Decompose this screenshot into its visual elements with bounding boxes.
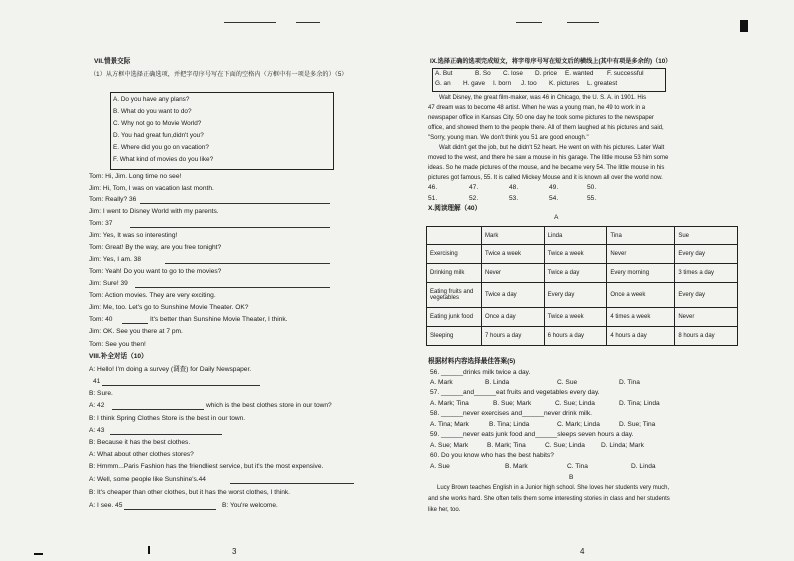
- table-header-cell: [427, 227, 482, 245]
- corner-mark: [740, 20, 748, 32]
- dialogue-line: Tom: Yeah! Do you want to go to the movies?: [89, 268, 222, 275]
- dialogue-line: Tom: Great! By the way, are you free tonight?: [89, 244, 222, 251]
- answer-blank: [102, 385, 260, 386]
- top-rule: [296, 22, 320, 23]
- table-cell: 6 hours a day: [544, 327, 607, 346]
- option-d: D. You had great fun,didn't you?: [113, 132, 204, 139]
- word-option: K. pictures: [549, 80, 580, 87]
- answer-blank-label: 48.: [509, 184, 519, 191]
- dialogue-line: B: It's cheaper than other clothes, but it has the worst clothes, I think.: [89, 489, 291, 496]
- section-label: B: [569, 474, 574, 481]
- table-cell: Once a week: [607, 283, 675, 308]
- table-row: [427, 308, 738, 327]
- section-title: VII.情景交际: [94, 58, 131, 65]
- table-cell: Every day: [675, 283, 738, 308]
- answer-option: C. Sue; Linda: [555, 400, 595, 407]
- section-title: X.阅读理解（40）: [428, 205, 482, 212]
- dialogue-line: Tom: Really? 36: [89, 196, 137, 203]
- table-header-cell: Sue: [675, 227, 738, 245]
- table-cell: Every day: [544, 283, 607, 308]
- word-option: B. So: [475, 70, 491, 77]
- answer-blank-label: 52.: [469, 195, 479, 202]
- answer-blank: [112, 409, 204, 410]
- table-cell: 4 times a week: [607, 308, 675, 327]
- dialogue-line: Tom: Action movies. They are very exciting.: [89, 292, 216, 299]
- dialogue-line: B: You're welcome.: [222, 502, 278, 509]
- page-number: 4: [580, 547, 585, 556]
- top-rule: [224, 22, 276, 23]
- dialogue-line: Tom: See you then!: [89, 341, 146, 348]
- passage-line: Lucy Brown teaches English in a Junior high school. She loves her students very much,: [437, 485, 670, 491]
- dialogue-line: A: Well, some people like Sunshine's.44: [89, 476, 206, 483]
- table-cell: 4 hours a day: [607, 327, 675, 346]
- answer-option: C. Tina: [567, 463, 588, 470]
- word-option: A. But: [435, 70, 453, 77]
- answer-option: A. Sue; Mark: [430, 442, 469, 449]
- answer-option: D. Sue; Tina: [619, 421, 656, 428]
- right-page: [397, 0, 794, 561]
- answer-option: B. Sue; Mark: [493, 400, 532, 407]
- dialogue-line: A: What about other clothes stores?: [89, 451, 194, 458]
- answer-option: C. Sue; Linda: [545, 442, 585, 449]
- answer-option: A. Tina; Mark: [430, 421, 469, 428]
- dialogue-line: B: Because it has the best clothes.: [89, 439, 191, 446]
- section-instructions: （1）从方框中选择正确选项，并把字母序号写在下面的空格内（方框中有一项是多余的）（5）: [90, 71, 348, 78]
- table-cell: Drinking milk: [427, 264, 482, 283]
- section-title: IX.选择正确的选项完成短文，将字母序号写在短文后的横线上(其中有项是多余的)（10）: [430, 58, 672, 65]
- table-cell: Twice a day: [482, 283, 545, 308]
- answer-option: D. Linda: [631, 463, 656, 470]
- table-cell: Every morning: [607, 264, 675, 283]
- answer-option: D. Linda; Mark: [601, 442, 644, 449]
- word-option: I. born: [493, 80, 512, 87]
- table-row: [427, 245, 738, 264]
- table-header-row: [427, 227, 738, 245]
- dialogue-line: which is the best clothes store in our town?: [206, 402, 332, 409]
- option-c: C. Why not go to Movie World?: [113, 120, 202, 127]
- answer-option: D. Tina: [619, 379, 640, 386]
- dialogue-line: Jim: Hi, Tom, I was on vacation last month.: [89, 185, 214, 192]
- dialogue-line: B: Hmmm...Paris Fashion has the friendliest service, but it's the most expensive.: [89, 463, 324, 470]
- table-cell: Never: [675, 308, 738, 327]
- dialogue-line: B: I think Spring Clothes Store is the best in our town.: [89, 415, 246, 422]
- table-cell: 7 hours a day: [482, 327, 545, 346]
- question-instructions: 根据材料内容选择最佳答案(5): [428, 358, 516, 365]
- table-cell: Never: [482, 264, 545, 283]
- table-cell: Twice a day: [544, 264, 607, 283]
- dialogue-line: Jim: Me, too. Let's go to Sunshine Movie Theater. OK?: [89, 304, 249, 311]
- table-cell: Eating junk food: [427, 308, 482, 327]
- table-header-cell: Linda: [544, 227, 607, 245]
- answer-blank-label: 53.: [509, 195, 519, 202]
- answer-option: B. Mark; Tina: [487, 442, 526, 449]
- dialogue-line: Jim: Yes, It was so interesting!: [89, 232, 178, 239]
- dialogue-line: A: Hello! I'm doing a survey (调查) for Daily Newspaper.: [89, 366, 252, 373]
- table-cell: 3 times a day: [675, 264, 738, 283]
- table-cell: 8 hours a day: [675, 327, 738, 346]
- answer-option: C. Mark; Linda: [557, 421, 600, 428]
- answer-option: A. Sue: [430, 463, 450, 470]
- answer-blank: [124, 509, 216, 510]
- dialogue-line: Tom: 37: [89, 220, 113, 227]
- word-option: E. wanted: [565, 70, 594, 77]
- answer-blank-label: 49.: [549, 184, 559, 191]
- table-row: [427, 327, 738, 346]
- answer-blank: [130, 227, 330, 228]
- answer-blank: [135, 287, 330, 288]
- answer-blank: [230, 483, 354, 484]
- passage-line: "Sorry, young man. We don't think you 51 are good enough.": [428, 135, 589, 141]
- answer-blank: [165, 263, 330, 264]
- passage-line: Walt Disney, the great film-maker, was 46 in Chicago, the U. S. A. in 1901. His: [439, 95, 647, 101]
- table-cell: Every day: [675, 245, 738, 264]
- dialogue-line: Jim: OK. See you there at 7 pm.: [89, 328, 183, 335]
- answer-blank-label: 50.: [587, 184, 597, 191]
- scan-mark: [148, 546, 150, 554]
- table-row: [427, 264, 738, 283]
- word-option: F. successful: [607, 70, 644, 77]
- top-rule: [567, 22, 599, 23]
- word-option: G. an: [435, 80, 451, 87]
- passage-line: Walt didn't get the job, but he didn't 52 heart. He went on with his pictures. Later Walt: [439, 145, 665, 151]
- answer-option: A. Mark; Tina: [430, 400, 469, 407]
- dialogue-line: It's better than Sunshine Movie Theater, I think.: [150, 316, 288, 323]
- answer-option: A. Mark: [430, 379, 453, 386]
- table-header-cell: Tina: [607, 227, 675, 245]
- dialogue-line: Jim: Sure! 39: [89, 280, 128, 287]
- dialogue-line: Jim: I went to Disney World with my parents.: [89, 208, 219, 215]
- passage-line: office, and showed them to the people there. All of them laughed at his pictures and said,: [428, 125, 664, 131]
- answer-blank-label: 51.: [428, 195, 438, 202]
- section-title: VIII.补全对话（10）: [89, 353, 148, 360]
- answer-option: C. Sue: [557, 379, 578, 386]
- answer-option: B. Linda: [485, 379, 510, 386]
- option-a: A. Do you have any plans?: [113, 96, 190, 103]
- table-cell: Twice a week: [482, 245, 545, 264]
- dialogue-line: Jim: Yes, I am. 38: [89, 256, 142, 263]
- question-stem: 57. ______and______eat fruits and vegetables every day.: [430, 389, 600, 396]
- table-cell: Never: [607, 245, 675, 264]
- table-cell: Exercising: [427, 245, 482, 264]
- passage-line: 47 dream was to become 48 artist. When he was a young man, he 49 to work in a: [428, 105, 646, 111]
- section-label: A: [554, 214, 559, 221]
- dialogue-line: A: 43: [89, 427, 105, 434]
- habits-table: [426, 226, 738, 346]
- word-option: D. price: [535, 70, 558, 77]
- table-cell: Once a day: [482, 308, 545, 327]
- answer-option: D. Tina; Linda: [619, 400, 660, 407]
- table-header-cell: Mark: [482, 227, 545, 245]
- question-stem: 58. ______never exercises and______never drink milk.: [430, 410, 593, 417]
- option-b: B. What do you want to do?: [113, 108, 192, 115]
- dialogue-line: 41: [93, 378, 101, 385]
- answer-blank: [110, 434, 222, 435]
- answer-blank: [122, 323, 148, 324]
- question-stem: 59. ______never eats junk food and______sleeps seven hours a day.: [430, 431, 634, 438]
- page-number: 3: [232, 547, 237, 556]
- table-row: [427, 283, 738, 308]
- dialogue-line: A: I see. 45: [89, 502, 123, 509]
- table-cell: Eating fruits and vegetables: [427, 283, 482, 308]
- word-option: C. lose: [503, 70, 523, 77]
- answer-blank-label: 46.: [428, 184, 438, 191]
- passage-line: newspaper office in Kansas City. 50 one day he took some pictures to the newspaper: [428, 115, 654, 121]
- word-option: H. gave: [463, 80, 486, 87]
- answer-blank: [140, 203, 330, 204]
- answer-option: B. Tina; Linda: [489, 421, 530, 428]
- answer-option: B. Mark: [505, 463, 528, 470]
- option-e: E. Where did you go on vacation?: [113, 144, 209, 151]
- table-cell: Sleeping: [427, 327, 482, 346]
- answer-blank-label: 47.: [469, 184, 479, 191]
- question-stem: 56. ______drinks milk twice a day.: [430, 369, 531, 376]
- table-cell: Twice a week: [544, 245, 607, 264]
- answer-blank-label: 55.: [587, 195, 597, 202]
- word-option: L. greatest: [587, 80, 618, 87]
- question-stem: 60. Do you know who has the best habits?: [430, 452, 554, 459]
- top-rule: [516, 22, 542, 23]
- dialogue-line: Tom: Hi, Jim. Long time no see!: [89, 173, 182, 180]
- passage-line: like her, too.: [428, 507, 461, 513]
- dialogue-line: Tom: 40: [89, 316, 113, 323]
- option-f: F. What kind of movies do you like?: [113, 156, 214, 163]
- dialogue-line: B: Sure.: [89, 390, 113, 397]
- scan-mark: [34, 553, 43, 555]
- word-option: J. too: [521, 80, 537, 87]
- dialogue-line: A: 42: [89, 402, 105, 409]
- passage-line: moved to the west, and there he saw a mouse in his garage. The little mouse 53 him some: [428, 155, 669, 161]
- passage-line: and she works hard. She often tells them some interesting stories in class and her students: [428, 496, 670, 502]
- passage-line: ideas. So he made pictures of the mouse, and he became very 54. The little mouse in his: [428, 165, 665, 171]
- table-cell: Twice a week: [544, 308, 607, 327]
- answer-blank-label: 54.: [549, 195, 559, 202]
- passage-line: pictures got famous, 55. It is called Mickey Mouse and it is known all over the world now.: [428, 175, 663, 181]
